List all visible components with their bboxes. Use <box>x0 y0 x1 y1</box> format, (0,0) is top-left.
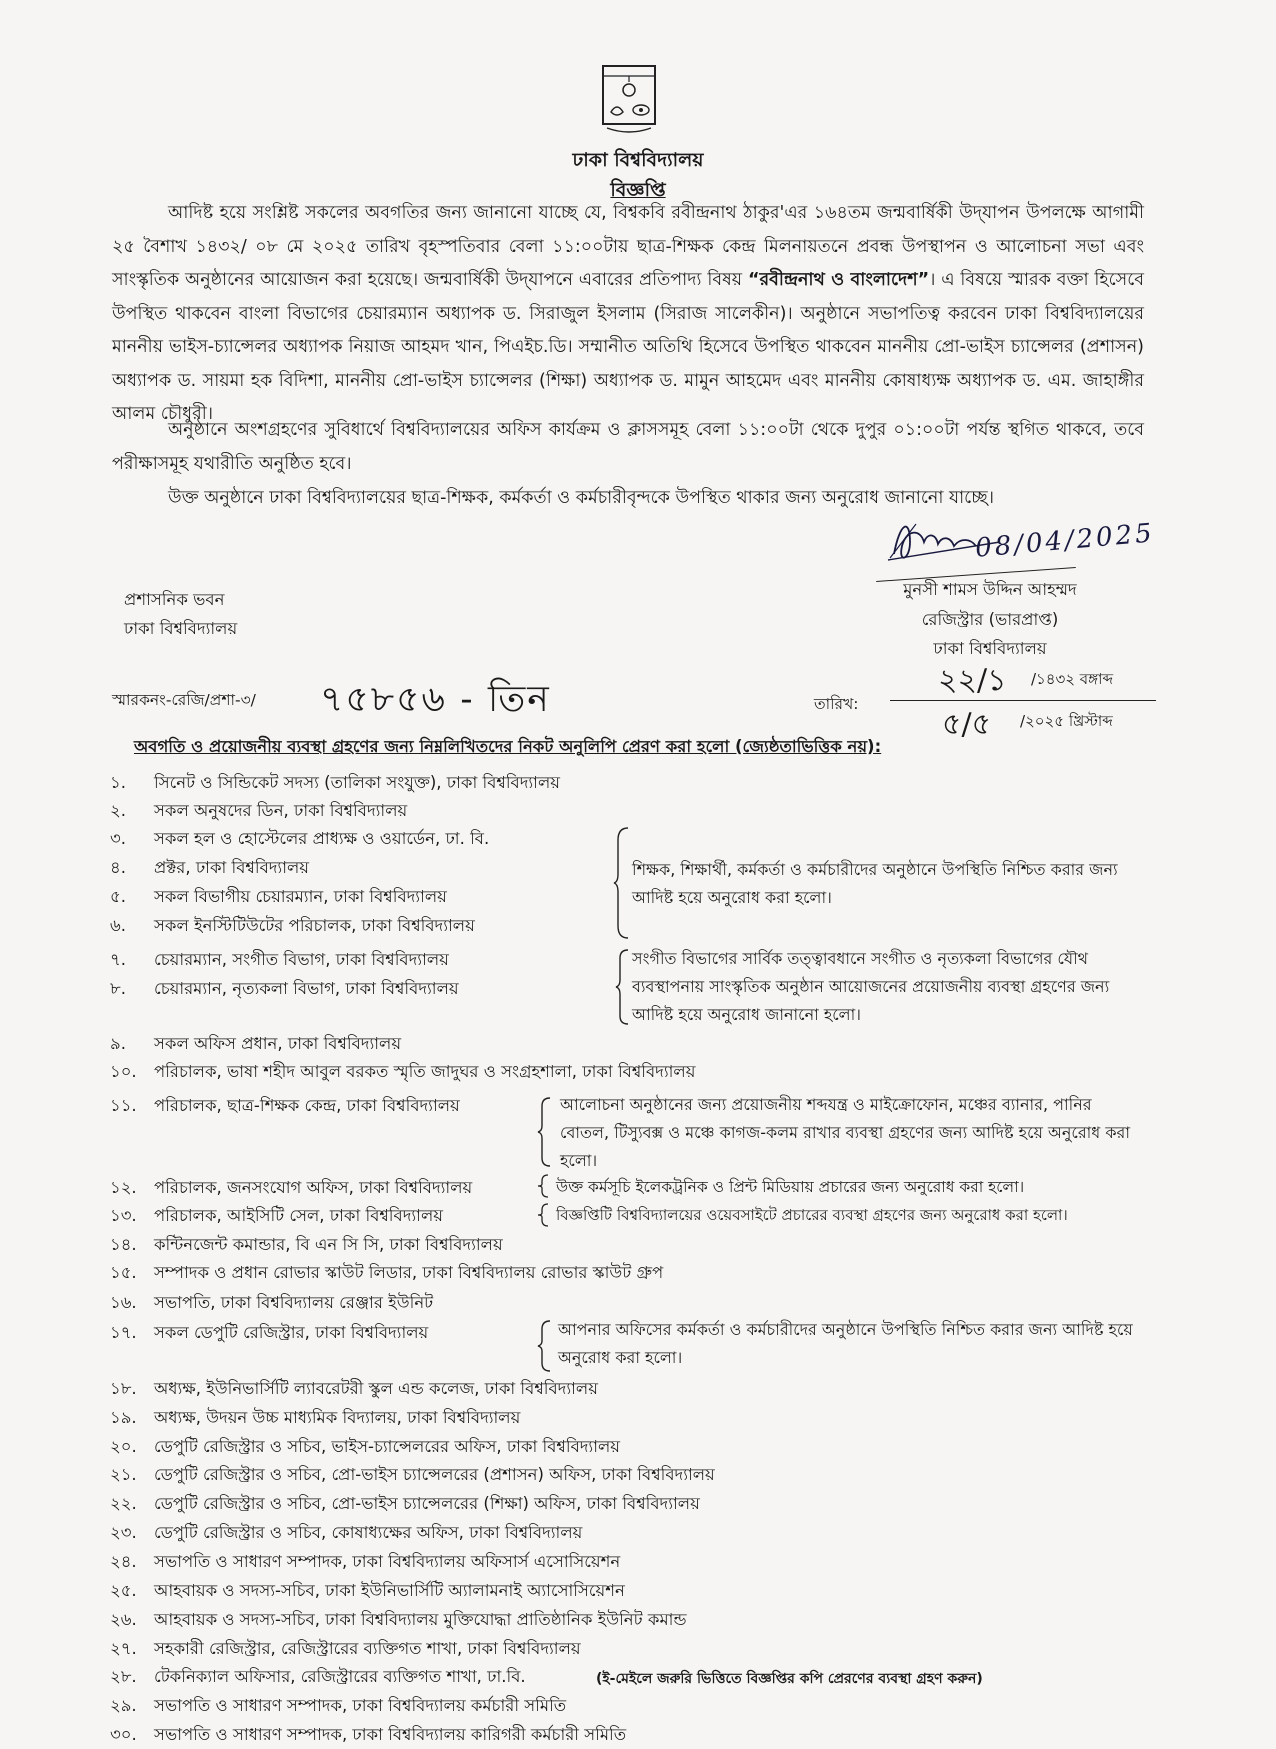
recipient-text: সভাপতি ও সাধারণ সম্পাদক, ঢাকা বিশ্ববিদ্যালয় কর্মচারী সমিতি <box>154 1696 567 1715</box>
recipient-number: ১৯. <box>110 1408 137 1427</box>
memo-number: ৭৫৮৫৬ - তিন <box>320 679 551 720</box>
recipient-text: সহকারী রেজিস্ট্রার, রেজিস্ট্রারের ব্যক্তিগত শাখা, ঢাকা বিশ্ববিদ্যালয় <box>154 1639 581 1658</box>
recipient-text: আহবায়ক ও সদস্য-সচিব, ঢাকা ইউনিভার্সিটি অ্যালামনাই অ্যাসোসিয়েশন <box>154 1581 625 1600</box>
recipient-text: সভাপতি, ঢাকা বিশ্ববিদ্যালয় রেঞ্জার ইউনিট <box>154 1293 434 1312</box>
recipient-row <box>110 884 447 911</box>
recipient-row <box>110 1290 433 1317</box>
recipient-text: চেয়ারম্যান, নৃত্যকলা বিভাগ, ঢাকা বিশ্ববিদ্যালয় <box>154 979 459 998</box>
recipient-number: ৯. <box>110 1034 126 1053</box>
recipient-row <box>110 1434 620 1461</box>
recipient-text: সকল হল ও হোস্টেলের প্রাধ্যক্ষ ও ওয়ার্ডেন, ঢা. বি. <box>154 829 490 848</box>
signer-org: ঢাকা বিশ্ববিদ্যালয় <box>933 639 1047 658</box>
recipient-row <box>110 1175 472 1202</box>
recipient-text: ডেপুটি রেজিস্ট্রার ও সচিব, প্রো-ভাইস চ্যান্সেলরের (শিক্ষা) অফিস, ঢাকা বিশ্ববিদ্যালয় <box>154 1494 700 1513</box>
english-date-suffix: /২০২৫ খ্রিস্টাব্দ <box>1020 712 1113 730</box>
recipient-row <box>110 1462 715 1489</box>
notice-title: বিজ্ঞপ্তি <box>610 179 666 201</box>
recipient-number: ২৭. <box>110 1639 137 1658</box>
date-divider <box>890 700 1156 701</box>
recipient-number: ২৫. <box>110 1581 137 1600</box>
recipient-row <box>110 1260 663 1287</box>
recipient-text: সম্পাদক ও প্রধান রোভার স্কাউট লিডার, ঢাকা বিশ্ববিদ্যালয় রোভার স্কাউট গ্রুপ <box>154 1263 664 1282</box>
recipient-row <box>110 1059 695 1086</box>
recipient-number: ২৪. <box>110 1552 137 1571</box>
recipient-row <box>110 1320 428 1347</box>
note-group-3-6: শিক্ষক, শিক্ষার্থী, কর্মকর্তা ও কর্মচারীদের অনুষ্ঠানে উপস্থিতি নিশ্চিত করার জন্য আদিষ্ট হয়ে অনুরোধ করা হলো। <box>632 860 1118 907</box>
body-paragraph-3: উক্ত অনুষ্ঠানে ঢাকা বিশ্ববিদ্যালয়ের ছাত্র-শিক্ষক, কর্মকর্তা ও কর্মচারীবৃন্দকে উপস্থিত থাকার জন্য অনুরোধ জানানো যাচ্ছে। <box>168 488 994 508</box>
body-paragraph-2: অনুষ্ঠানে অংশগ্রহণের সুবিধার্থে বিশ্ববিদ্যালয়ের অফিস কার্যক্রম ও ক্লাসসমূহ বেলা ১১:০০টা থেকে দুপুর ০১:০০টা পর্যন্ত স্থগিত থাকবে, তবে পরীক্ষাসমূহ যথারীতি অনুষ্ঠিত হবে। <box>112 420 1144 474</box>
paragraph-1-part-2: । এ বিষয়ে স্মারক বক্তা হিসেবে উপস্থিত থাকবেন বাংলা বিভাগের চেয়ারম্যান অধ্যাপক ড. সিরাজুল ইসলাম (সিরাজ সালেকীন)। অনুষ্ঠানে সভাপতিত্ব করবেন ঢাকা বিশ্ববিদ্যালয়ের মাননীয় ভাইস-চ্যান্সেলর অধ্যাপক নিয়াজ আহমদ খান, পিএইচ.ডি। সম্মানীত অতিথি হিসেবে উপস্থিত থাকবেন মাননীয় প্রো-ভাইস চ্যান্সেলর (প্রশাসন) অধ্যাপক ড. সায়মা হক বিদিশা, মাননীয় প্রো-ভাইস চ্যান্সেলর (শিক্ষা) অধ্যাপক ড. মামুন আহমেদ এবং মাননীয় কোষাধ্যক্ষ অধ্যাপক ড. এম. জাহাঙ্গীর আলম চৌধুরী। <box>112 270 1144 424</box>
recipient-number: ২৮. <box>110 1667 137 1686</box>
office-line-1: প্রশাসনিক ভবন <box>124 590 225 609</box>
recipient-row <box>110 1376 598 1403</box>
recipient-row <box>110 1405 520 1432</box>
recipient-text: সকল বিভাগীয় চেয়ারম্যান, ঢাকা বিশ্ববিদ্যালয় <box>154 887 447 906</box>
recipient-row <box>110 1093 460 1120</box>
recipient-number: ১৪. <box>110 1235 137 1254</box>
recipient-row <box>110 1520 582 1547</box>
recipient-row <box>110 798 407 825</box>
recipient-text: সিনেট ও সিন্ডিকেট সদস্য (তালিকা সংযুক্ত), ঢাকা বিশ্ববিদ্যালয় <box>154 773 560 792</box>
recipient-number: ১৩. <box>110 1206 137 1225</box>
brace-icon <box>536 1202 550 1228</box>
recipient-text: কন্টিনজেন্ট কমান্ডার, বি এন সি সি, ঢাকা বিশ্ববিদ্যালয় <box>154 1235 503 1254</box>
recipient-number: ১৬. <box>110 1293 137 1312</box>
recipient-text: ডেপুটি রেজিস্ট্রার ও সচিব, প্রো-ভাইস চ্যান্সেলরের (প্রশাসন) অফিস, ঢাকা বিশ্ববিদ্যালয় <box>154 1465 715 1484</box>
copy-heading: অবগতি ও প্রয়োজনীয় ব্যবস্থা গ্রহণের জন্য নিম্নলিখিতদের নিকট অনুলিপি প্রেরণ করা হলো (জ্যেষ্ঠতাভিত্তিক নয়): <box>134 737 882 756</box>
brace-icon <box>614 948 630 1026</box>
recipient-text: পরিচালক, ছাত্র-শিক্ষক কেন্দ্র, ঢাকা বিশ্ববিদ্যালয় <box>154 1096 460 1115</box>
recipient-number: ২২. <box>110 1494 137 1513</box>
recipient-row <box>110 1203 443 1230</box>
signer-title: রেজিস্ট্রার (ভারপ্রাপ্ত) <box>921 610 1059 629</box>
note-item-28: (ই-মেইলে জরুরি ভিত্তিতে বিজ্ঞপ্তির কপি প্রেরণের ব্যবস্থা গ্রহণ করুন) <box>596 1671 983 1687</box>
recipient-row <box>110 1693 566 1720</box>
recipient-number: ২৬. <box>110 1610 137 1629</box>
recipient-text: সকল ইনস্টিটিউটের পরিচালক, ঢাকা বিশ্ববিদ্যালয় <box>154 916 475 935</box>
recipient-number: ৬. <box>110 916 126 935</box>
recipient-number: ১৮. <box>110 1379 137 1398</box>
body-paragraph-1 <box>112 197 1144 432</box>
brace-icon <box>536 1096 552 1168</box>
recipient-row <box>110 976 459 1003</box>
recipient-number: ১০. <box>110 1062 137 1081</box>
recipient-row <box>110 855 309 882</box>
recipient-row <box>110 1031 401 1058</box>
recipient-row <box>110 1636 581 1663</box>
recipient-number: ১. <box>110 773 126 792</box>
recipient-row <box>110 1578 625 1605</box>
university-crest-icon <box>597 62 661 138</box>
recipient-number: ৭. <box>110 950 126 969</box>
recipient-row <box>110 770 560 797</box>
recipient-text: অধ্যক্ষ, ইউনিভার্সিটি ল্যাবরেটরী স্কুল এন্ড কলেজ, ঢাকা বিশ্ববিদ্যালয় <box>154 1379 598 1398</box>
recipient-number: ১২. <box>110 1178 137 1197</box>
recipient-text: সকল অফিস প্রধান, ঢাকা বিশ্ববিদ্যালয় <box>154 1034 402 1053</box>
recipient-row <box>110 947 449 974</box>
bangla-date-suffix: /১৪৩২ বঙ্গাব্দ <box>1031 670 1113 688</box>
recipient-number: ৪. <box>110 858 126 877</box>
recipient-text: অধ্যক্ষ, উদয়ন উচ্চ মাধ্যমিক বিদ্যালয়, ঢাকা বিশ্ববিদ্যালয় <box>154 1408 521 1427</box>
paragraph-1-part-1: আদিষ্ট হয়ে সংশ্লিষ্ট সকলের অবগতির জন্য জানানো যাচ্ছে যে, বিশ্বকবি রবীন্দ্রনাথ ঠাকুর'এর ১৬৪তম জন্মবার্ষিকী উদ্‌যাপন উপলক্ষে আগামী ২৫ বৈশাখ ১৪৩২/ ০৮ মে ২০২৫ তারিখ বৃহস্পতিবার বেলা ১১:০০টায় ছাত্র-শিক্ষক কেন্দ্র মিলনায়তনে প্রবন্ধ উপস্থাপন ও আলোচনা সভা এবং সাংস্কৃতিক অনুষ্ঠানের আয়োজন করা হয়েছে। জন্মবার্ষিকী উদ্‌যাপনে এবারের প্রতিপাদ্য বিষয় <box>112 203 1144 290</box>
recipient-row <box>110 826 489 853</box>
recipient-number: ২৯. <box>110 1696 137 1715</box>
recipient-text: আহবায়ক ও সদস্য-সচিব, ঢাকা বিশ্ববিদ্যালয় মুক্তিযোদ্ধা প্রাতিষ্ঠানিক ইউনিট কমান্ড <box>154 1610 687 1629</box>
recipient-row <box>110 1491 700 1518</box>
note-item-11: আলোচনা অনুষ্ঠানের জন্য প্রয়োজনীয় শব্দযন্ত্র ও মাইক্রোফোন, মঞ্চের ব্যানার, পানির বোতল, টিস্যুবক্স ও মঞ্চে কাগজ-কলম রাখার ব্যবস্থা গ্রহণের জন্য আদিষ্ট হয়ে অনুরোধ করা হলো। <box>560 1095 1130 1170</box>
recipient-text: সভাপতি ও সাধারণ সম্পাদক, ঢাকা বিশ্ববিদ্যালয় অফিসার্স এসোসিয়েশন <box>154 1552 621 1571</box>
recipient-text: টেকনিক্যাল অফিসার, রেজিস্ট্রারের ব্যক্তিগত শাখা, ঢা.বি. <box>154 1667 526 1686</box>
signer-name: মুনসী শামস উদ্দিন আহম্মদ <box>903 580 1077 599</box>
brace-icon <box>536 1319 552 1373</box>
recipient-row <box>110 1549 620 1576</box>
recipient-text: পরিচালক, আইসিটি সেল, ঢাকা বিশ্ববিদ্যালয় <box>154 1206 443 1225</box>
brace-icon <box>612 826 630 940</box>
recipient-text: সভাপতি ও সাধারণ সম্পাদক, ঢাকা বিশ্ববিদ্যালয় কারিগরী কর্মচারী সমিতি <box>154 1725 627 1744</box>
recipient-text: সকল অনুষদের ডিন, ঢাকা বিশ্ববিদ্যালয় <box>154 801 408 820</box>
recipient-number: ১৫. <box>110 1263 137 1282</box>
recipient-text: ডেপুটি রেজিস্ট্রার ও সচিব, ভাইস-চ্যান্সেলরের অফিস, ঢাকা বিশ্ববিদ্যালয় <box>154 1437 621 1456</box>
recipient-number: ৩০. <box>110 1725 137 1744</box>
recipient-text: ডেপুটি রেজিস্ট্রার ও সচিব, কোষাধ্যক্ষের অফিস, ঢাকা বিশ্ববিদ্যালয় <box>154 1523 583 1542</box>
recipient-row <box>110 913 475 940</box>
recipient-row <box>110 1664 526 1691</box>
recipient-text: পরিচালক, ভাষা শহীদ আবুল বরকত স্মৃতি জাদুঘর ও সংগ্রহশালা, ঢাকা বিশ্ববিদ্যালয় <box>154 1062 696 1081</box>
bangla-date-handwritten: ২২/১ <box>938 663 1007 698</box>
brace-icon <box>536 1173 550 1199</box>
note-item-17: আপনার অফিসের কর্মকর্তা ও কর্মচারীদের অনুষ্ঠানে উপস্থিতি নিশ্চিত করার জন্য আদিষ্ট হয়ে অনুরোধ করা হলো। <box>558 1320 1133 1367</box>
recipient-text: পরিচালক, জনসংযোগ অফিস, ঢাকা বিশ্ববিদ্যালয় <box>154 1178 473 1197</box>
recipient-number: ৫. <box>110 887 126 906</box>
theme-text: “রবীন্দ্রনাথ ও বাংলাদেশ” <box>747 270 930 290</box>
date-label: তারিখ: <box>814 695 859 713</box>
recipient-number: ২৩. <box>110 1523 137 1542</box>
recipient-text: চেয়ারম্যান, সংগীত বিভাগ, ঢাকা বিশ্ববিদ্যালয় <box>154 950 449 969</box>
recipient-number: ২০. <box>110 1437 137 1456</box>
signature-date: 08/04/2025 <box>974 518 1156 564</box>
office-line-2: ঢাকা বিশ্ববিদ্যালয় <box>124 619 238 638</box>
recipient-number: ১১. <box>110 1096 137 1115</box>
recipient-number: ৮. <box>110 979 126 998</box>
recipient-number: ১৭. <box>110 1323 137 1342</box>
note-item-13: বিজ্ঞপ্তিটি বিশ্ববিদ্যালয়ের ওয়েবসাইটে প্রচারের ব্যবস্থা গ্রহণের জন্য অনুরোধ করা হলো। <box>556 1206 1068 1224</box>
recipient-text: প্রক্টর, ঢাকা বিশ্ববিদ্যালয় <box>154 858 310 877</box>
recipient-text: সকল ডেপুটি রেজিস্ট্রার, ঢাকা বিশ্ববিদ্যালয় <box>154 1323 429 1342</box>
memo-label: স্মারকনং-রেজি/প্রশা-৩/ <box>112 691 256 709</box>
recipient-number: ২১. <box>110 1465 137 1484</box>
note-item-12: উক্ত কর্মসূচি ইলেকট্রনিক ও প্রিন্ট মিডিয়ায় প্রচারের জন্য অনুরোধ করা হলো। <box>556 1178 1025 1196</box>
recipient-row <box>110 1722 626 1749</box>
university-title: ঢাকা বিশ্ববিদ্যালয় <box>572 149 704 171</box>
recipient-number: ৩. <box>110 829 126 848</box>
recipient-number: ২. <box>110 801 126 820</box>
recipient-row <box>110 1232 503 1259</box>
note-group-7-8: সংগীত বিভাগের সার্বিক তত্ত্বাবধানে সংগীত ও নৃত্যকলা বিভাগের যৌথ ব্যবস্থাপনায় সাংস্কৃতিক অনুষ্ঠান আয়োজনের প্রয়োজনীয় ব্যবস্থা গ্রহণের জন্য আদিষ্ট হয়ে অনুরোধ জানানো হলো। <box>632 949 1110 1024</box>
recipient-row <box>110 1607 687 1634</box>
english-date-handwritten: ৫/৫ <box>942 707 992 742</box>
